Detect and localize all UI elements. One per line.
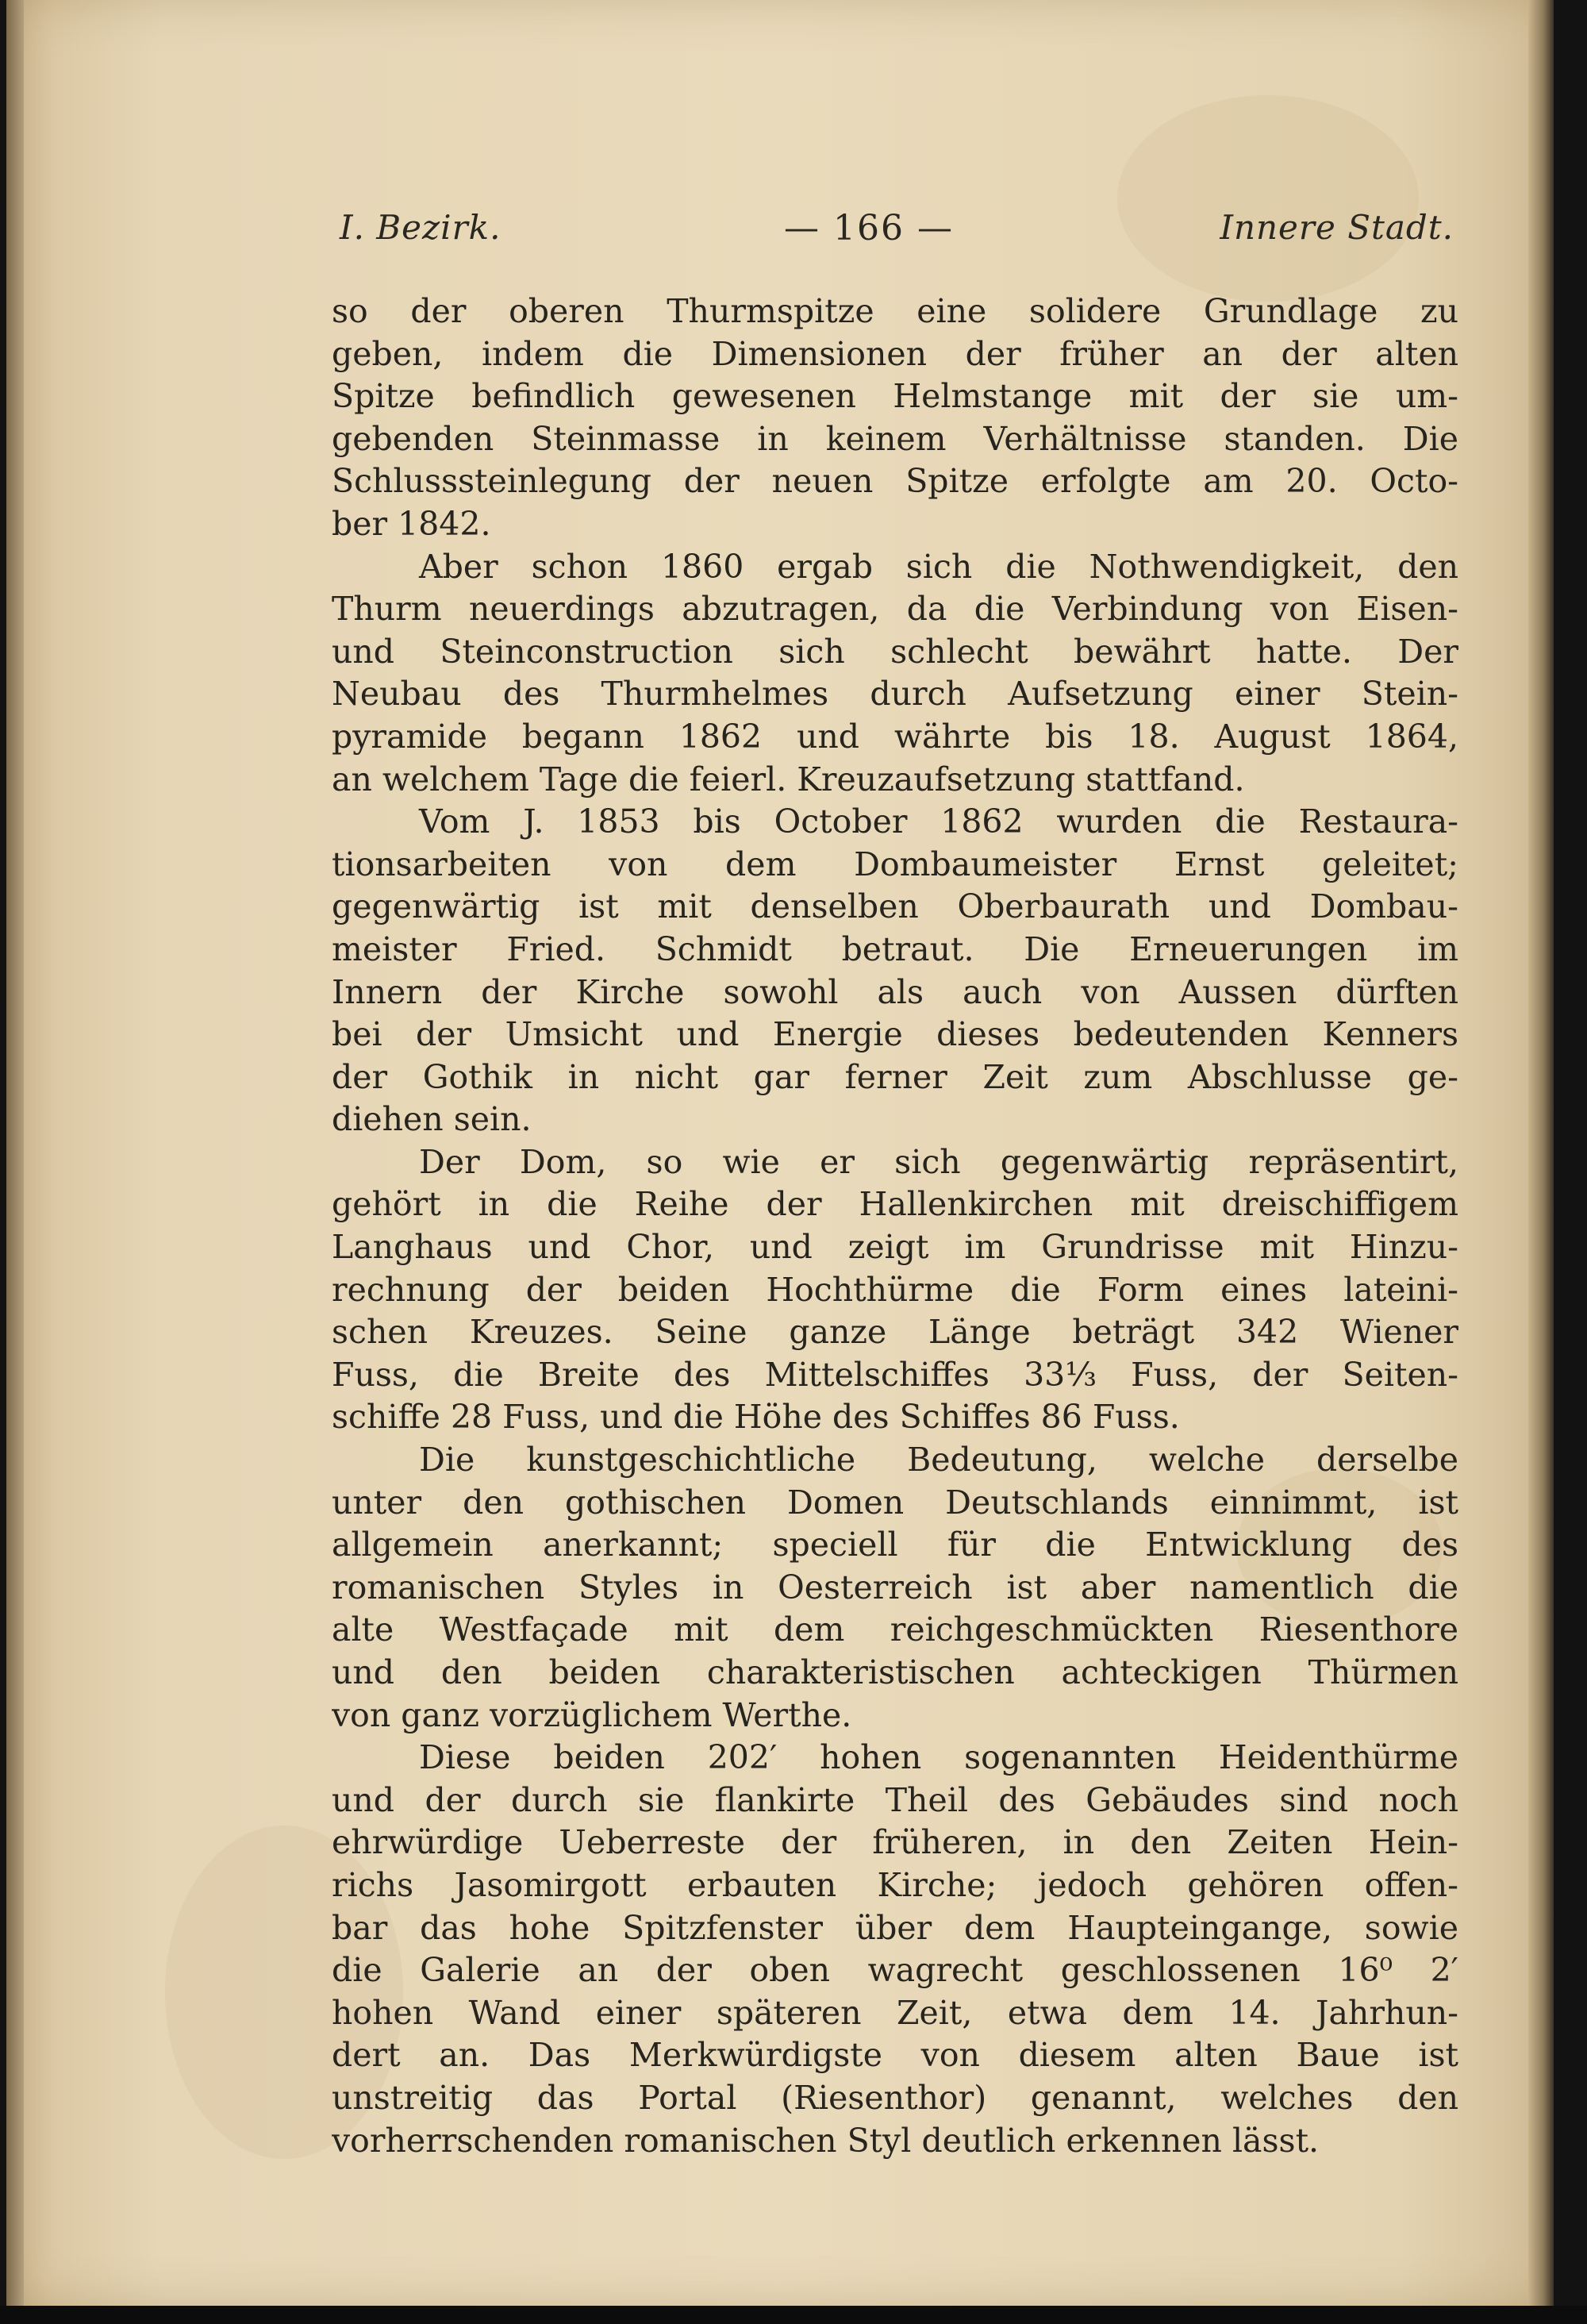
text-line: unter den gothischen Domen Deutschlands einnimmt, ist [332, 1483, 1458, 1522]
text-line: an welchem Tage die feierl. Kreuzaufsetzung stattfand. [332, 760, 1245, 798]
text-line: die Galerie an der oben wagrecht geschlossenen 16⁰ 2′ [332, 1951, 1458, 1990]
paragraph [332, 801, 1458, 1141]
text-line: Vom J. 1853 bis October 1862 wurden die Restaura- [419, 802, 1458, 841]
text-line: gegenwärtig ist mit denselben Oberbaurath und Dombau- [332, 887, 1458, 926]
text-line: ehrwürdige Ueberreste der früheren, in den Zeiten Hein- [332, 1823, 1458, 1862]
text-line: Spitze befindlich gewesenen Helmstange mit der sie um- [332, 377, 1458, 416]
text-line: Der Dom, so wie er sich gegenwärtig repräsentirt, [419, 1142, 1458, 1181]
text-line: Neubau des Thurmhelmes durch Aufsetzung einer Stein- [332, 675, 1458, 714]
text-line: Langhaus und Chor, und zeigt im Grundrisse mit Hinzu- [332, 1228, 1458, 1267]
page-number: — 166 — [784, 208, 954, 248]
text-line: tionsarbeiten von dem Dombaumeister Ernst geleitet; [332, 845, 1458, 883]
text-line: Schlusssteinlegung der neuen Spitze erfolgte am 20. Octo- [332, 462, 1458, 501]
header-district: I. Bezirk. [340, 208, 501, 247]
text-line: Thurm neuerdings abzutragen, da die Verbindung von Eisen- [332, 590, 1458, 629]
text-line: alte Westfaçade mit dem reichgeschmückten Riesenthore [332, 1610, 1458, 1649]
text-line: bei der Umsicht und Energie dieses bedeutenden Kenners [332, 1015, 1458, 1054]
text-line: Fuss, die Breite des Mittelschiffes 33⅓ Fuss, der Seiten- [332, 1355, 1458, 1394]
text-line: allgemein anerkannt; speciell für die Entwicklung des [332, 1526, 1458, 1564]
text-line: Innern der Kirche sowohl als auch von Aussen dürften [332, 972, 1458, 1011]
text-line: vorherrschenden romanischen Styl deutlich erkennen lässt. [332, 2121, 1320, 2160]
paragraph [332, 546, 1458, 802]
text-line: romanischen Styles in Oesterreich ist aber namentlich die [332, 1568, 1458, 1606]
paragraph [332, 290, 1458, 546]
header-section: Innere Stadt. [1220, 208, 1454, 247]
text-line: pyramide begann 1862 und währte bis 18. August 1864, [332, 717, 1458, 756]
text-line: meister Fried. Schmidt betraut. Die Erneuerungen im [332, 929, 1458, 968]
paragraph [332, 1737, 1458, 2162]
scan-bottom-border [0, 2306, 1587, 2324]
text-line: richs Jasomirgott erbauten Kirche; jedoch gehören offen- [332, 1865, 1458, 1904]
page-gutter [6, 0, 24, 2306]
text-line: und der durch sie flankirte Theil des Gebäudes sind noch [332, 1780, 1458, 1819]
running-header [340, 208, 1454, 259]
text-line: rechnung der beiden Hochthürme die Form eines lateini- [332, 1270, 1458, 1309]
paper-stain [1117, 95, 1419, 302]
text-line: so der oberen Thurmspitze eine solidere Grundlage zu [332, 292, 1458, 330]
text-line: Aber schon 1860 ergab sich die Nothwendigkeit, den [419, 547, 1458, 586]
text-line: gehört in die Reihe der Hallenkirchen mit dreischiffigem [332, 1185, 1458, 1224]
text-line: und Steinconstruction sich schlecht bewährt hatte. Der [332, 632, 1458, 671]
text-line: geben, indem die Dimensionen der früher an der alten [332, 334, 1458, 373]
text-line: und den beiden charakteristischen achteckigen Thürmen [332, 1653, 1458, 1691]
text-line: diehen sein. [332, 1100, 532, 1139]
text-line: der Gothik in nicht gar ferner Zeit zum Abschlusse ge- [332, 1057, 1458, 1096]
text-line: hohen Wand einer späteren Zeit, etwa dem 14. Jahrhun- [332, 1993, 1458, 2032]
text-line: schiffe 28 Fuss, und die Höhe des Schiffes 86 Fuss. [332, 1398, 1180, 1437]
text-line: ber 1842. [332, 504, 491, 543]
text-line: dert an. Das Merkwürdigste von diesem alten Baue ist [332, 2036, 1458, 2075]
text-line: schen Kreuzes. Seine ganze Länge beträgt 342 Wiener [332, 1313, 1458, 1352]
text-line: von ganz vorzüglichem Werthe. [332, 1695, 852, 1734]
text-line: bar das hohe Spitzfenster über dem Haupteingange, sowie [332, 1908, 1458, 1947]
paragraph [332, 1141, 1458, 1439]
text-line: unstreitig das Portal (Riesenthor) genannt, welches den [332, 2078, 1458, 2117]
page-body [332, 290, 1458, 2162]
paragraph [332, 1439, 1458, 1737]
text-line: Die kunstgeschichtliche Bedeutung, welche derselbe [419, 1441, 1458, 1479]
text-line: gebenden Steinmasse in keinem Verhältnisse standen. Die [332, 419, 1458, 458]
page-edge [1528, 0, 1554, 2306]
text-line: Diese beiden 202′ hohen sogenannten Heidenthürme [419, 1738, 1458, 1777]
